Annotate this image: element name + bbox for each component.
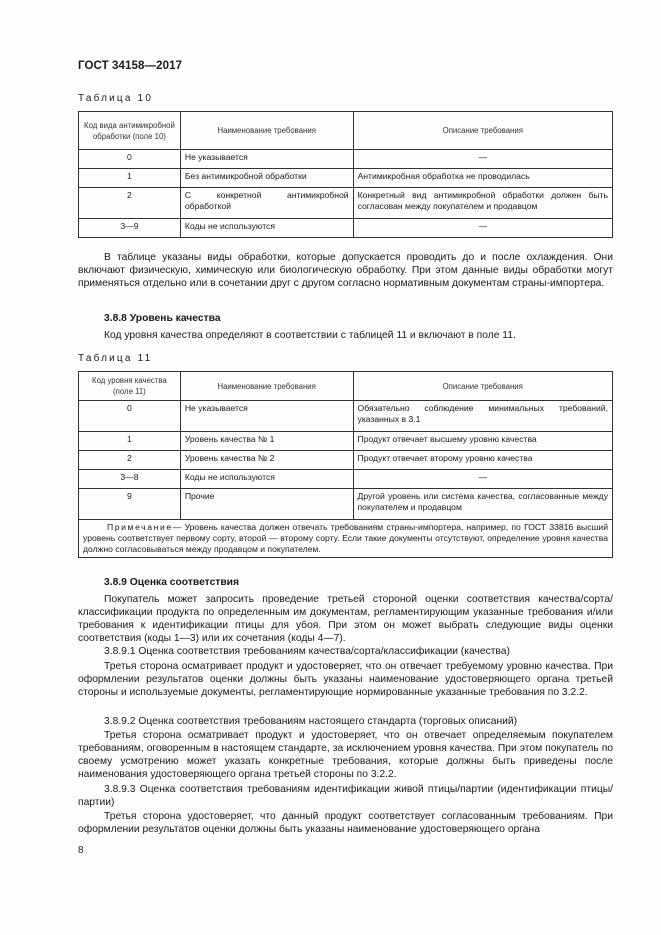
paragraph-3893-text: Третья сторона удостоверяет, что данный продукт соответствует согласованным требованиям. При оформлении результатов оценки должны быть указаны наименование удостоверяющего органа — [78, 811, 613, 835]
table-header-row — [79, 372, 613, 401]
column-header: Код уровня качества (поле 11) — [79, 372, 181, 401]
page-number: 8 — [78, 845, 84, 856]
table-cell: Не указывается — [180, 150, 353, 169]
table-cell: Конкретный вид антимикробной обработки должен быть согласован между покупателем и продавцом — [353, 188, 612, 219]
table-cell: — — [353, 219, 612, 238]
paragraph-3891-title: 3.8.9.1 Оценка соответствия требованиям качества/сорта/классификации (качества) — [104, 646, 510, 657]
table-cell: 2 — [79, 451, 181, 470]
table-cell: 1 — [79, 169, 181, 188]
table-cell: Антимикробная обработка не проводилась — [353, 169, 612, 188]
table-cell: Без антимикробной обработки — [180, 169, 353, 188]
table-row — [79, 401, 613, 432]
table-cell: 9 — [79, 489, 181, 520]
table-cell: 3—8 — [79, 470, 181, 489]
table-cell: Другой уровень или система качества, согласованные между покупателем и продавцом — [353, 489, 612, 520]
note-text: — Уровень качества должен отвечать требованиям страны-импортера, например, по ГОСТ 33816 высший уровень соответствует первому сорту, второй — второму сорту. Если такие документы отсутствуют, определение уровня качества должно согласовываться между продавцом и покупателем. — [83, 522, 608, 554]
table-cell: Прочие — [180, 489, 353, 520]
table-cell: Коды не используются — [180, 470, 353, 489]
column-header: Наименование требования — [180, 112, 353, 150]
table-row — [79, 219, 613, 238]
paragraph-3893-title: 3.8.9.3 Оценка соответствия требованиям идентификации живой птицы/партии (идентификации птицы/партии) — [78, 784, 613, 808]
paragraph-processing: В таблице указаны виды обработки, которые допускается проводить до и после охлаждения. Они включают физическую, химическую или биологическую обработку. При этом данные виды обработки могут применяться отдельно или в сочетании друг с другом согласно нормативным документам страны-импортера. — [78, 252, 613, 289]
section-heading-389: 3.8.9 Оценка соответствия — [104, 577, 240, 588]
table-cell: Продукт отвечает высшему уровню качества — [353, 432, 612, 451]
table-row — [79, 451, 613, 470]
table-cell: 0 — [79, 401, 181, 432]
table-row — [79, 150, 613, 169]
column-header: Описание требования — [353, 372, 612, 401]
standard-header: ГОСТ 34158—2017 — [78, 60, 183, 72]
table-row — [79, 489, 613, 520]
table-cell: Уровень качества № 2 — [180, 451, 353, 470]
table-cell: 0 — [79, 150, 181, 169]
table-cell: 1 — [79, 432, 181, 451]
table-10-caption: Таблица 10 — [78, 93, 154, 104]
table-cell: 2 — [79, 188, 181, 219]
table-cell: — — [353, 150, 612, 169]
paragraph-quality-code: Код уровня качества определяют в соответствии с таблицей 11 и включают в поле 11. — [104, 330, 516, 341]
table-10 — [78, 111, 613, 238]
table-cell: Коды не используются — [180, 219, 353, 238]
table-cell: Уровень качества № 1 — [180, 432, 353, 451]
column-header: Код вида антимикробной обработки (поле 10) — [79, 112, 181, 150]
table-cell: 3—9 — [79, 219, 181, 238]
table-cell: Не указывается — [180, 401, 353, 432]
note-label: Примечание — [107, 522, 173, 532]
column-header: Наименование требования — [180, 372, 353, 401]
paragraph-3892-title: 3.8.9.2 Оценка соответствия требованиям настоящего стандарта (торговых описаний) — [104, 716, 518, 727]
section-heading-388: 3.8.8 Уровень качества — [104, 313, 221, 324]
table-note-row — [79, 520, 613, 558]
paragraph-3891-text: Третья сторона осматривает продукт и удостоверяет, что он отвечает требуемому уровню качества. При оформлении результатов оценки должны быть указаны наименование удостоверяющего органа третьей стороны и используемые документы, регламентирующие нормированные указанные требования по 3.2.2. — [78, 661, 613, 698]
table-row — [79, 169, 613, 188]
table-cell: Обязательно соблюдение минимальных требований, указанных в 3.1 — [353, 401, 612, 432]
table-cell: Продукт отвечает второму уровню качества — [353, 451, 612, 470]
table-note — [79, 520, 613, 558]
paragraph-3892-text: Третья сторона осматривает продукт и удостоверяет, что он отвечает определяемым покупателем требованиям, оговоренным в настоящем стандарте, за исключением уровня качества. При этом покупатель по своему усмотрению может указать конкретные требования, которые должны быть приведены после наименования удостоверяющего органа третьей стороны по 3.2.2. — [78, 730, 613, 780]
table-row — [79, 188, 613, 219]
table-row — [79, 470, 613, 489]
table-11-caption: Таблица 11 — [78, 353, 153, 364]
column-header: Описание требования — [353, 112, 612, 150]
table-11 — [78, 371, 613, 558]
table-cell: С конкретной антимикробной обработкой — [180, 188, 353, 219]
paragraph-assessment-intro: Покупатель может запросить проведение третьей стороной оценки соответствия качества/сорта/классификации продукта по определенным им документам, регламентирующим указанные требования и/или требования к идентификации птицы для убоя. При этом он может выбрать следующие виды оценки соответствия (коды 1—3) или их сочетания (коды 4—7). — [78, 594, 613, 644]
table-cell: — — [353, 470, 612, 489]
table-header-row — [79, 112, 613, 150]
table-row — [79, 432, 613, 451]
